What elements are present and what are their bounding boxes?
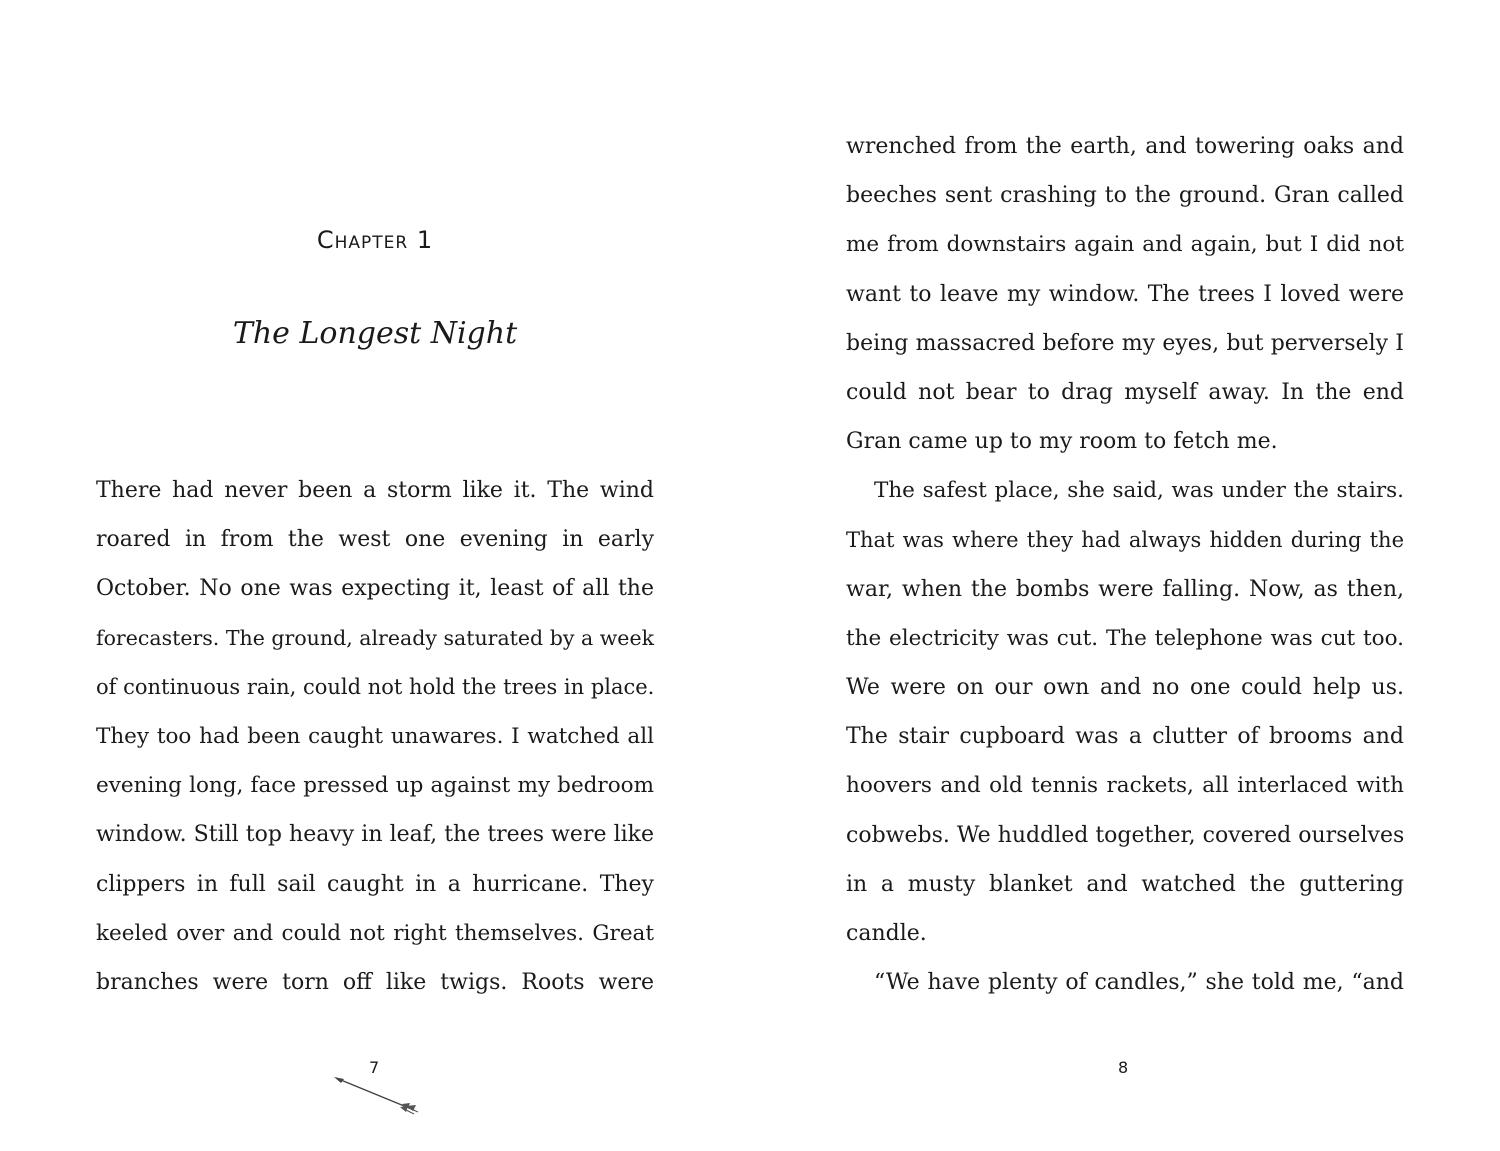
text-line: war, when the bombs were falling. Now, as then, — [846, 576, 1404, 602]
text-line: in a musty blanket and watched the guttering — [846, 871, 1404, 897]
text-line: They too had been caught unawares. I watched all — [96, 723, 654, 749]
text-line: roared in from the west one evening in early — [96, 527, 654, 553]
page-number: 7 — [369, 1058, 380, 1077]
text-line: of continuous rain, could not hold the trees in place. — [96, 674, 655, 699]
text-line: The stair cupboard was a clutter of brooms and — [846, 724, 1404, 750]
arrow-icon — [330, 1070, 422, 1118]
page-number: 8 — [1118, 1058, 1129, 1077]
text-line: want to leave my window. The trees I loved were — [846, 281, 1404, 307]
text-line: branches were torn off like twigs. Roots were — [96, 969, 654, 995]
text-line: There had never been a storm like it. The wind — [96, 478, 654, 503]
chapter-label: Chapter 1 — [316, 226, 434, 254]
right-page — [750, 0, 1500, 1151]
text-line: clippers in full sail caught in a hurricane. They — [96, 871, 654, 897]
text-line: candle. — [846, 921, 927, 946]
text-line: could not bear to drag myself away. In the end — [846, 379, 1404, 405]
text-line: We were on our own and no one could help us. — [846, 675, 1404, 701]
text-line: hoovers and old tennis rackets, all interlaced with — [846, 773, 1404, 799]
text-line: Gran came up to my room to fetch me. — [846, 429, 1278, 455]
text-line: cobwebs. We huddled together, covered ourselves — [846, 822, 1405, 848]
text-line: The safest place, she said, was under the stairs. — [874, 478, 1404, 504]
text-line: That was where they had always hidden during the — [846, 527, 1404, 552]
right-page-body — [846, 122, 1404, 1007]
left-page-body — [96, 466, 654, 1007]
text-line: evening long, face pressed up against my bedroom — [96, 773, 654, 799]
chapter-title: The Longest Night — [232, 316, 518, 351]
text-line: beeches sent crashing to the ground. Gran called — [846, 183, 1404, 209]
text-line: keeled over and could not right themselves. Great — [96, 920, 654, 946]
text-line: forecasters. The ground, already saturated by a week — [96, 625, 654, 650]
text-line: the electricity was cut. The telephone was cut too. — [846, 625, 1404, 651]
text-line: wrenched from the earth, and towering oaks and — [846, 134, 1404, 159]
text-line: being massacred before my eyes, but perversely I — [846, 330, 1404, 356]
text-line: “We have plenty of candles,” she told me, “and — [874, 970, 1404, 996]
text-line: October. No one was expecting it, least of all the — [96, 576, 654, 602]
text-line: window. Still top heavy in leaf, the trees were like — [96, 822, 654, 848]
text-line: me from downstairs again and again, but I did not — [846, 232, 1404, 258]
